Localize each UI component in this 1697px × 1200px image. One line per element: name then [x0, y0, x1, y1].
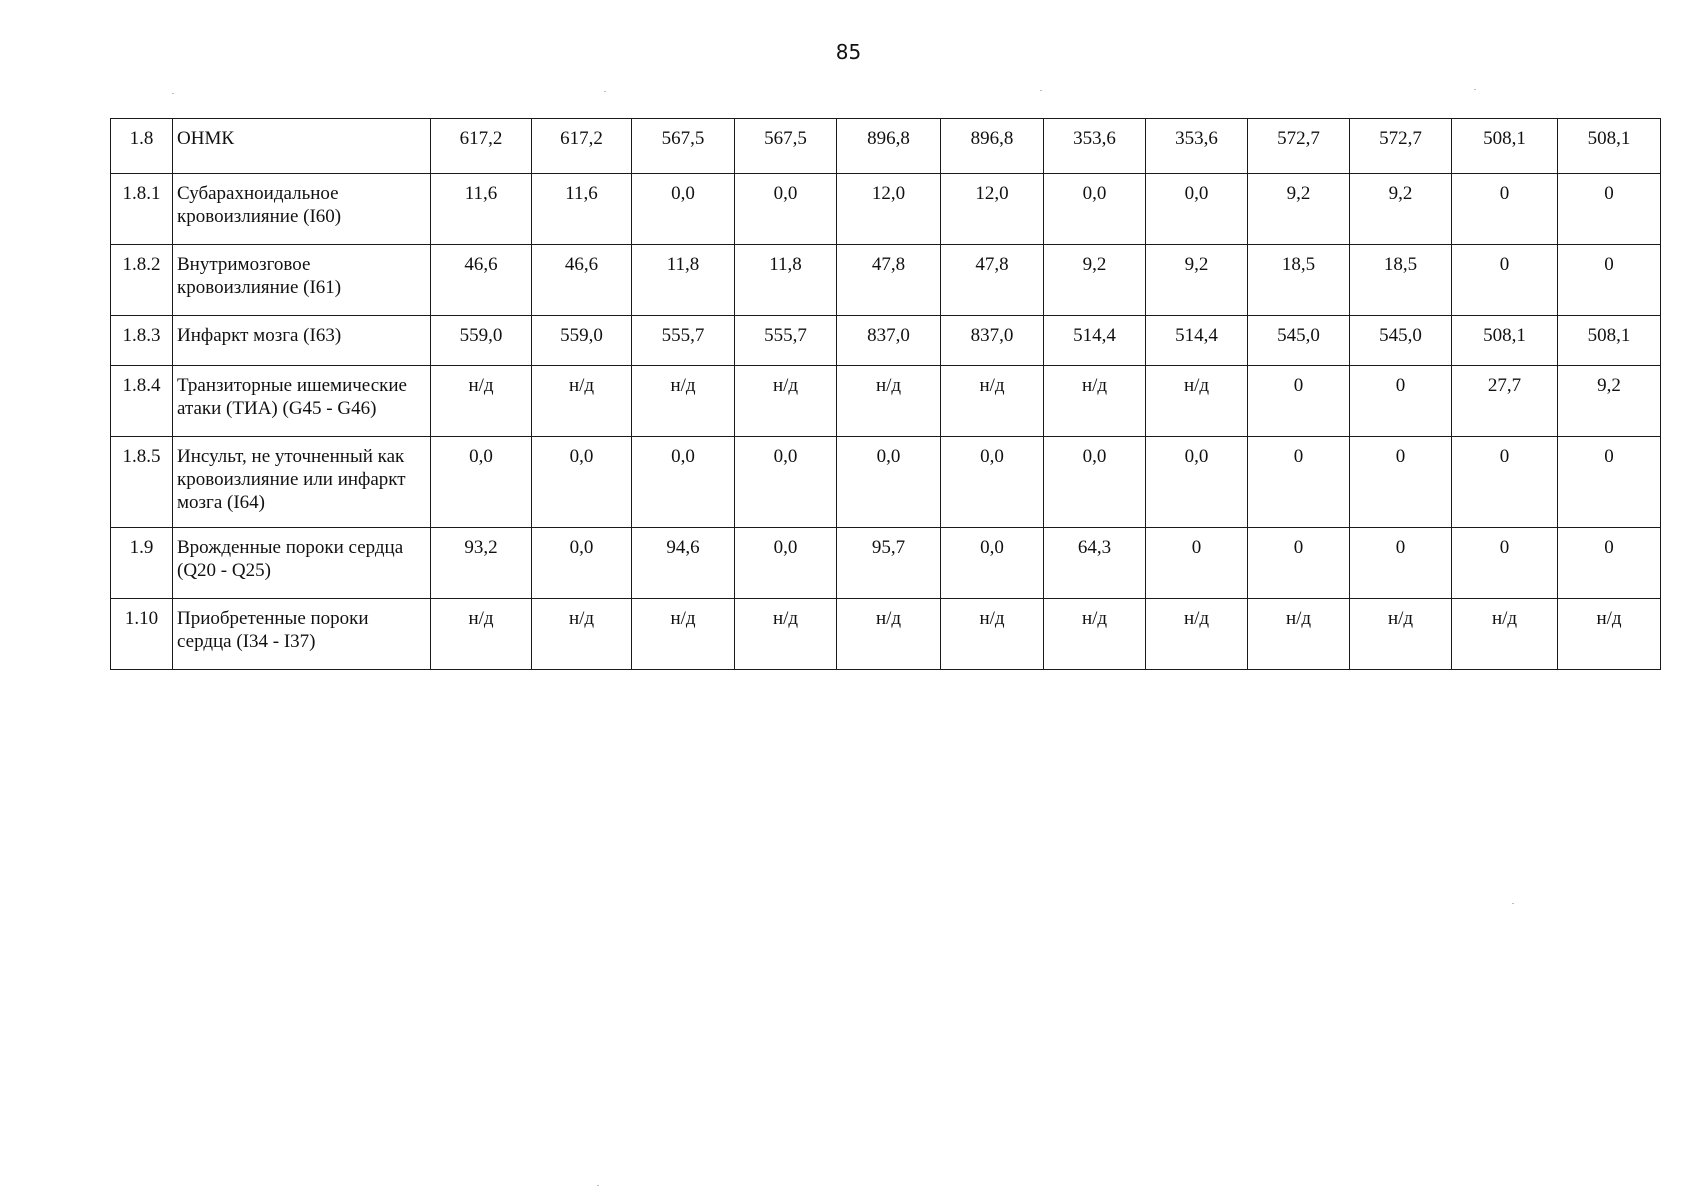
value-cell: 11,6 — [532, 174, 632, 245]
indicator-name-cell: Инфаркт мозга (I63) — [173, 316, 431, 366]
value-cell: 508,1 — [1452, 316, 1558, 366]
table-row — [111, 119, 1661, 174]
row-number-cell: 1.8.2 — [111, 245, 173, 316]
value-cell: 508,1 — [1558, 316, 1661, 366]
value-cell: 0 — [1452, 245, 1558, 316]
value-cell: 896,8 — [941, 119, 1044, 174]
value-cell: 0 — [1350, 528, 1452, 599]
value-cell: 567,5 — [632, 119, 735, 174]
value-cell: 0 — [1558, 528, 1661, 599]
scan-speck — [604, 91, 606, 92]
value-cell: 94,6 — [632, 528, 735, 599]
value-cell: 0,0 — [837, 437, 941, 528]
value-cell: 11,8 — [632, 245, 735, 316]
value-cell: 18,5 — [1350, 245, 1452, 316]
value-cell: 93,2 — [431, 528, 532, 599]
value-cell: 0,0 — [632, 174, 735, 245]
value-cell: н/д — [837, 366, 941, 437]
indicator-name-cell: ОНМК — [173, 119, 431, 174]
value-cell: 555,7 — [735, 316, 837, 366]
table-row — [111, 366, 1661, 437]
value-cell: 514,4 — [1146, 316, 1248, 366]
value-cell: 18,5 — [1248, 245, 1350, 316]
value-cell: 0,0 — [941, 437, 1044, 528]
value-cell: н/д — [532, 599, 632, 670]
value-cell: 12,0 — [941, 174, 1044, 245]
value-cell: 353,6 — [1146, 119, 1248, 174]
scan-speck — [597, 1185, 599, 1186]
value-cell: 12,0 — [837, 174, 941, 245]
value-cell: 0,0 — [1044, 174, 1146, 245]
row-number-cell: 1.10 — [111, 599, 173, 670]
value-cell: н/д — [431, 599, 532, 670]
value-cell: 0,0 — [532, 528, 632, 599]
table-row — [111, 174, 1661, 245]
value-cell: 508,1 — [1452, 119, 1558, 174]
indicator-name-cell: Врожденные пороки сердца (Q20 - Q25) — [173, 528, 431, 599]
value-cell: 0,0 — [735, 528, 837, 599]
value-cell: 617,2 — [532, 119, 632, 174]
value-cell: н/д — [1558, 599, 1661, 670]
value-cell: н/д — [1044, 599, 1146, 670]
indicator-name-cell: Инсульт, не уточненный как кровоизлияние или инфаркт мозга (I64) — [173, 437, 431, 528]
row-number-cell: 1.9 — [111, 528, 173, 599]
value-cell: 27,7 — [1452, 366, 1558, 437]
value-cell: 545,0 — [1350, 316, 1452, 366]
value-cell: 0 — [1452, 437, 1558, 528]
value-cell: 46,6 — [431, 245, 532, 316]
value-cell: н/д — [941, 599, 1044, 670]
value-cell: 559,0 — [431, 316, 532, 366]
value-cell: 837,0 — [941, 316, 1044, 366]
value-cell: 0 — [1558, 174, 1661, 245]
value-cell: 0 — [1248, 437, 1350, 528]
value-cell: 9,2 — [1146, 245, 1248, 316]
value-cell: 0,0 — [1146, 437, 1248, 528]
value-cell: н/д — [941, 366, 1044, 437]
value-cell: 572,7 — [1248, 119, 1350, 174]
table-row — [111, 528, 1661, 599]
value-cell: 95,7 — [837, 528, 941, 599]
table-row — [111, 437, 1661, 528]
value-cell: 0 — [1558, 437, 1661, 528]
value-cell: 896,8 — [837, 119, 941, 174]
value-cell: 0,0 — [735, 174, 837, 245]
value-cell: 64,3 — [1044, 528, 1146, 599]
value-cell: 545,0 — [1248, 316, 1350, 366]
value-cell: 0,0 — [431, 437, 532, 528]
value-cell: н/д — [735, 366, 837, 437]
value-cell: н/д — [837, 599, 941, 670]
row-number-cell: 1.8.3 — [111, 316, 173, 366]
value-cell: 0 — [1452, 528, 1558, 599]
value-cell: 617,2 — [431, 119, 532, 174]
indicator-name-cell: Внутримозговое кровоизлияние (I61) — [173, 245, 431, 316]
value-cell: 572,7 — [1350, 119, 1452, 174]
value-cell: 0 — [1248, 366, 1350, 437]
statistics-table — [110, 118, 1661, 670]
row-number-cell: 1.8.5 — [111, 437, 173, 528]
value-cell: 0 — [1350, 437, 1452, 528]
value-cell: н/д — [632, 599, 735, 670]
row-number-cell: 1.8 — [111, 119, 173, 174]
value-cell: 837,0 — [837, 316, 941, 366]
value-cell: 47,8 — [837, 245, 941, 316]
value-cell: н/д — [1248, 599, 1350, 670]
table-row — [111, 245, 1661, 316]
value-cell: 0 — [1452, 174, 1558, 245]
value-cell: 11,8 — [735, 245, 837, 316]
scan-speck — [172, 93, 174, 94]
value-cell: 508,1 — [1558, 119, 1661, 174]
value-cell: 0 — [1350, 366, 1452, 437]
value-cell: 0 — [1558, 245, 1661, 316]
value-cell: н/д — [431, 366, 532, 437]
value-cell: н/д — [1146, 366, 1248, 437]
indicator-name-cell: Субарахноидальное кровоизлияние (I60) — [173, 174, 431, 245]
value-cell: 514,4 — [1044, 316, 1146, 366]
value-cell: 567,5 — [735, 119, 837, 174]
value-cell: 9,2 — [1044, 245, 1146, 316]
value-cell: 555,7 — [632, 316, 735, 366]
value-cell: 559,0 — [532, 316, 632, 366]
scan-speck — [1040, 90, 1042, 91]
value-cell: 0,0 — [1146, 174, 1248, 245]
value-cell: 0,0 — [941, 528, 1044, 599]
value-cell: 9,2 — [1558, 366, 1661, 437]
value-cell: 0 — [1146, 528, 1248, 599]
value-cell: н/д — [1146, 599, 1248, 670]
value-cell: 0 — [1248, 528, 1350, 599]
value-cell: н/д — [735, 599, 837, 670]
table-row — [111, 316, 1661, 366]
value-cell: 47,8 — [941, 245, 1044, 316]
table-row — [111, 599, 1661, 670]
value-cell: н/д — [1350, 599, 1452, 670]
value-cell: 9,2 — [1248, 174, 1350, 245]
value-cell: 11,6 — [431, 174, 532, 245]
row-number-cell: 1.8.4 — [111, 366, 173, 437]
value-cell: 9,2 — [1350, 174, 1452, 245]
value-cell: н/д — [632, 366, 735, 437]
value-cell: 353,6 — [1044, 119, 1146, 174]
indicator-name-cell: Приобретенные пороки сердца (I34 - I37) — [173, 599, 431, 670]
page-number: 85 — [835, 40, 862, 64]
value-cell: 46,6 — [532, 245, 632, 316]
value-cell: 0,0 — [632, 437, 735, 528]
scan-speck — [1474, 89, 1476, 90]
value-cell: 0,0 — [735, 437, 837, 528]
row-number-cell: 1.8.1 — [111, 174, 173, 245]
value-cell: 0,0 — [1044, 437, 1146, 528]
scan-speck — [1512, 903, 1514, 904]
value-cell: н/д — [1044, 366, 1146, 437]
value-cell: н/д — [532, 366, 632, 437]
indicator-name-cell: Транзиторные ишемические атаки (ТИА) (G45 - G46) — [173, 366, 431, 437]
value-cell: 0,0 — [532, 437, 632, 528]
value-cell: н/д — [1452, 599, 1558, 670]
